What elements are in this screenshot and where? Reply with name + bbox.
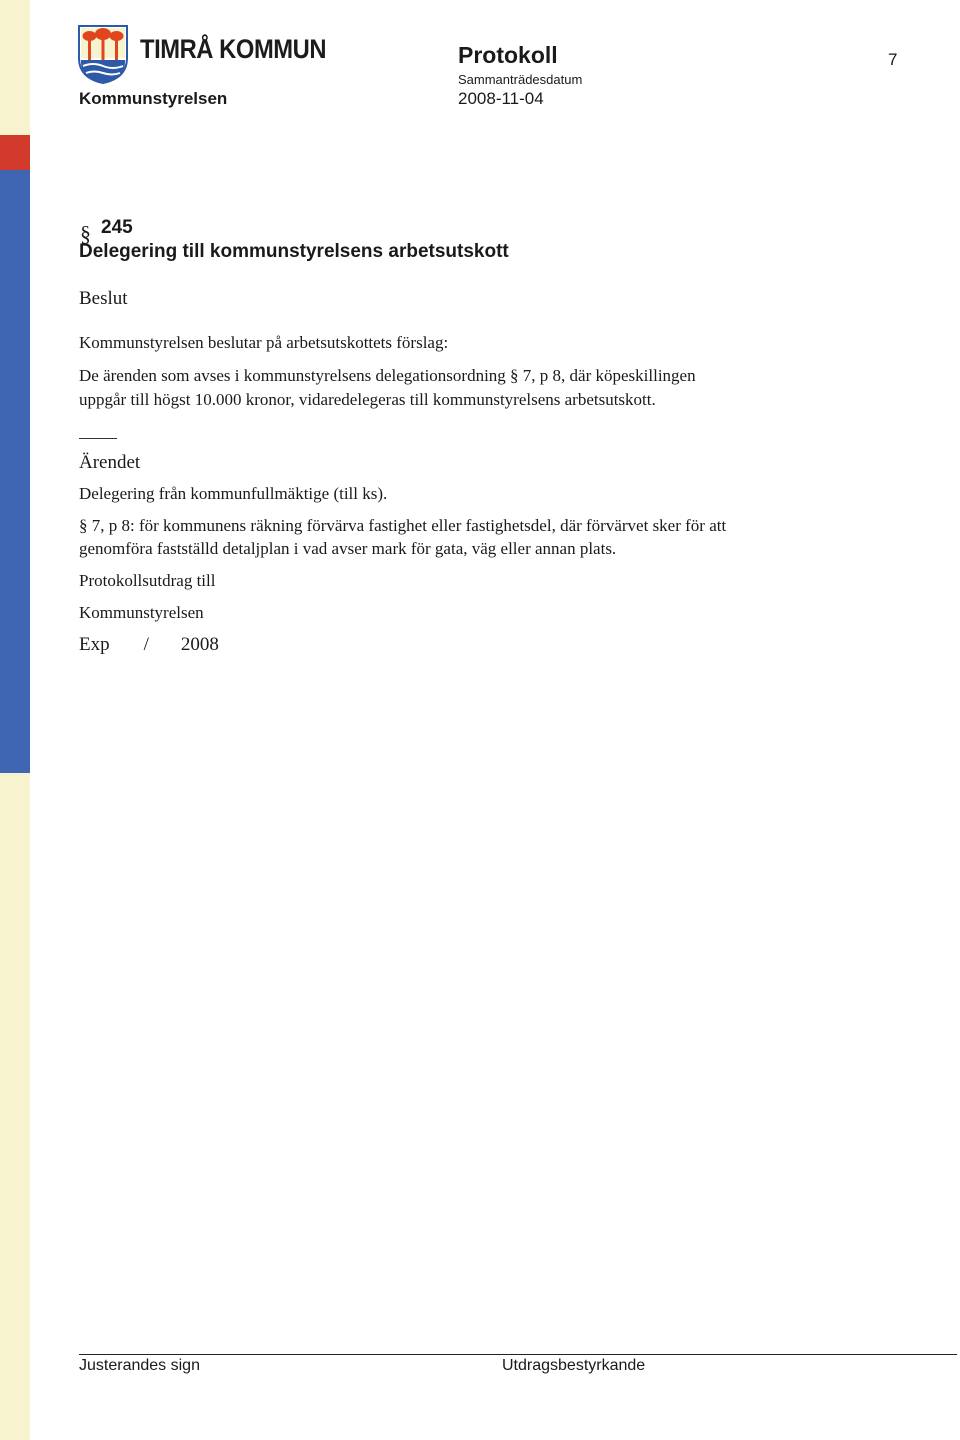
footer-divider [79,1354,957,1355]
section-title: Delegering till kommunstyrelsens arbetsutskott [79,241,509,262]
exp-label: Exp [79,634,110,655]
page-number: 7 [888,50,898,69]
distribution-recipient: Kommunstyrelsen [79,603,204,622]
exp-year: 2008 [180,634,219,655]
footer-justerandes-sign: Justerandes sign [79,1357,200,1374]
meeting-date: 2008-11-04 [458,89,544,108]
beslut-heading: Beslut [79,288,128,309]
beslut-line-2: uppgår till högst 10.000 kronor, vidaredelegeras till kommunstyrelsens arbetsutskott. [79,390,656,409]
organization-name: Kommunstyrelsen [79,89,228,108]
distribution-label: Protokollsutdrag till [79,571,216,590]
section-divider [79,438,117,439]
footer-utdragsbestyrkande: Utdragsbestyrkande [502,1357,646,1374]
color-bar-cream-bottom [0,773,30,1440]
meeting-date-label: Sammanträdesdatum [458,72,583,87]
left-color-bar [0,0,30,1440]
exp-separator: / [143,634,149,655]
color-bar-cream-top [0,0,30,135]
section-number: 245 [101,217,133,238]
section-symbol: § [80,221,91,246]
timra-coat-of-arms-icon [77,24,129,84]
expedition-line [79,634,219,656]
beslut-line-1: De ärenden som avses i kommunstyrelsens delegationsordning § 7, p 8, där köpeskillingen [79,366,696,385]
document-type: Protokoll [458,42,558,68]
color-bar-blue [0,170,30,773]
arendet-line-3: genomföra fastställd detaljplan i vad avser mark för gata, väg eller annan plats. [79,539,617,558]
brand-name: TIMRÅ KOMMUN [140,34,327,64]
arendet-line-2: § 7, p 8: för kommunens räkning förvärva fastighet eller fastighetsdel, där förvärvet sker för att [79,516,727,535]
beslut-intro: Kommunstyrelsen beslutar på arbetsutskottets förslag: [79,333,449,352]
color-bar-red [0,135,30,170]
arendet-heading: Ärendet [79,452,141,473]
arendet-line-1: Delegering från kommunfullmäktige (till ks). [79,484,388,503]
